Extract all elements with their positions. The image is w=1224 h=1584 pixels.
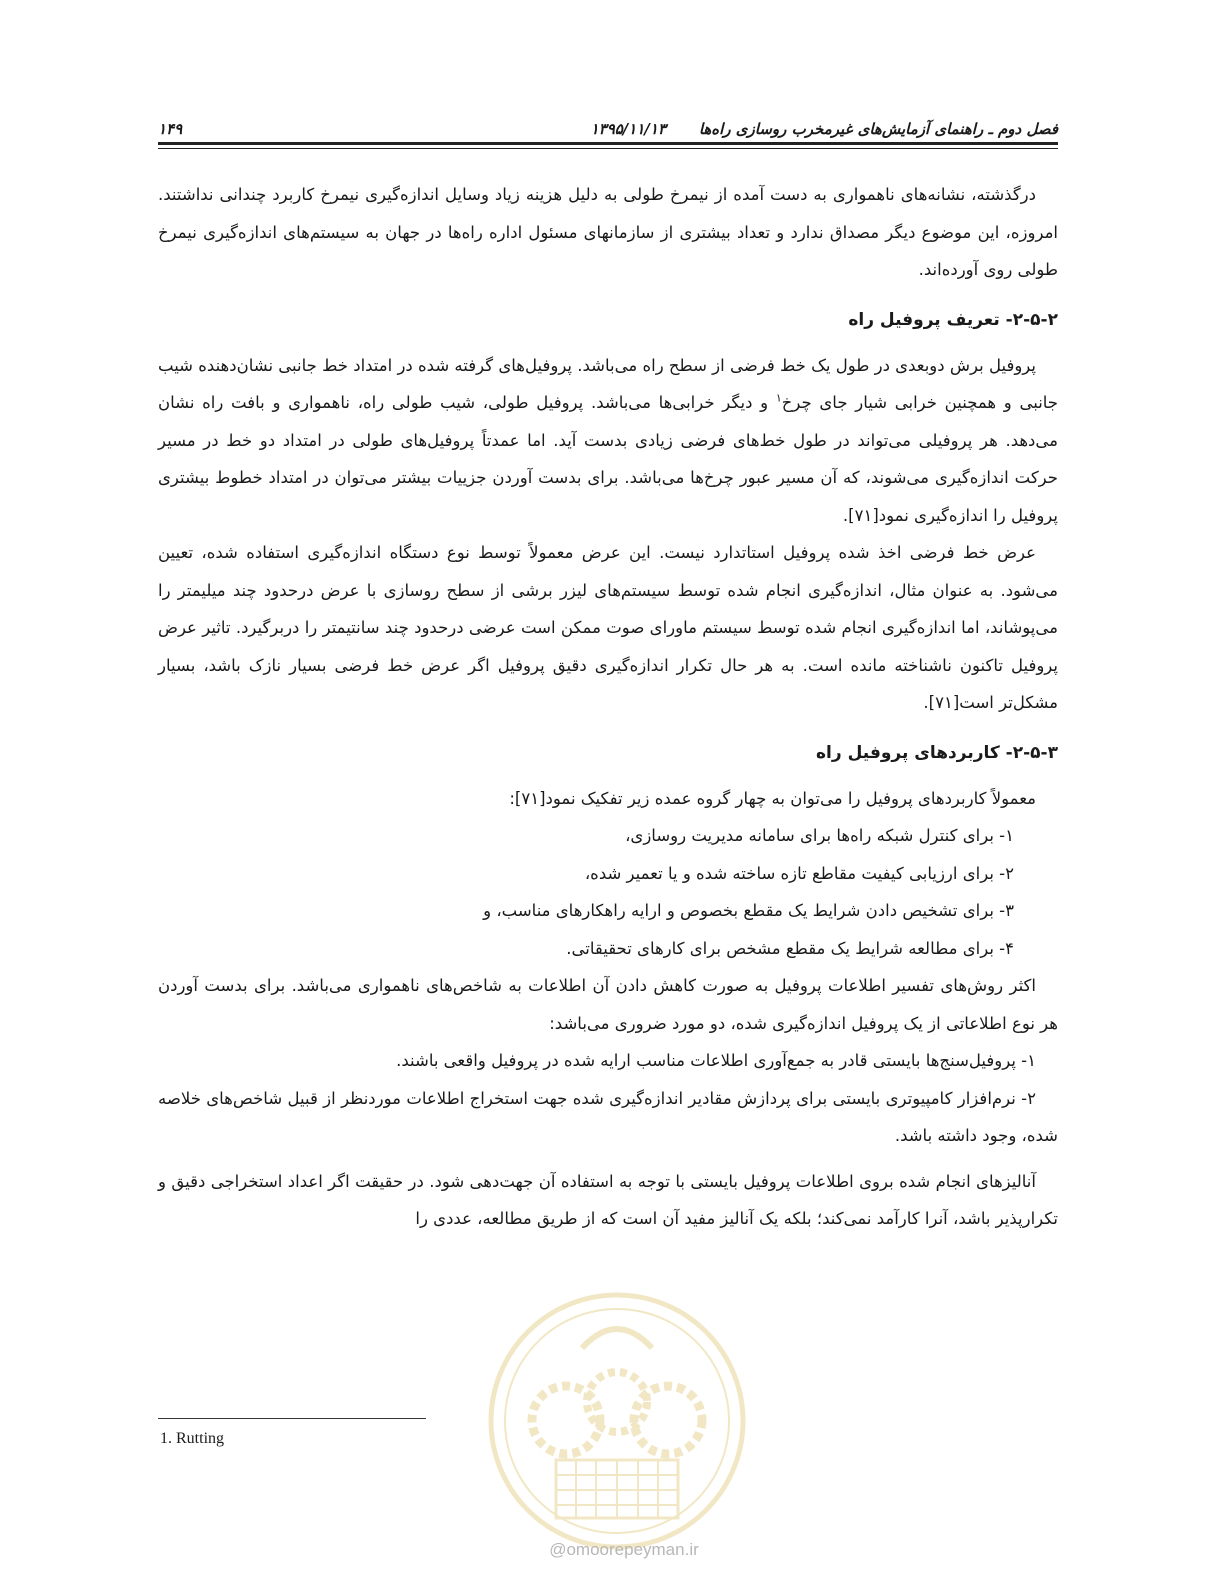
requirement-item: ۲- نرم‌افزار کامپیوتری بایستی برای پردازش مقادیر اندازه‌گیری شده جهت استخراج اطلاعات موردنظر از قبیل شاخص‌های خلاصه شده، وجود داشته باشد. — [158, 1088, 1058, 1145]
chapter-title: فصل دوم ـ راهنمای آزمایش‌های غیرمخرب روسازی راه‌ها — [698, 120, 1058, 138]
header-date: ۱۳۹۵/۱۱/۱۳ — [590, 120, 666, 138]
paragraph-analysis: آنالیزهای انجام شده بروی اطلاعات پروفیل بایستی با توجه به استفاده آن جهت‌دهی شود. در حقیقت اگر اعداد استخراجی دقیق و تکرارپذیر باشد، آنرا کارآمد نمی‌کند؛ بلکه یک آنالیز مفید آن است که از طریق مطالعه، عددی را — [158, 1171, 1058, 1228]
list-item: ۴- برای مطالعه شرایط یک مقطع مشخص برای کارهای تحقیقاتی. — [566, 938, 1014, 958]
paragraph-applications-intro: معمولاً کاربردهای پروفیل را می‌توان به چهار گروه عمده زیر تفکیک نمود[۷۱]: — [509, 788, 1036, 808]
intro-paragraph: درگذشته، نشانه‌های ناهمواری به دست آمده از نیمرخ طولی به دلیل هزینه زیاد وسایل اندازه‌گیری نیمرخ کاربرد چندانی نداشتند. امروزه، این موضوع دیگر مصداق ندارد و تعداد بیشتری از سازمانهای مسئول اداره راه‌ها در جهان به سیستم‌های اندازه‌گیری نیمرخ طولی روی آورده‌اند. — [158, 185, 1058, 279]
paragraph-profile-definition — [158, 347, 1058, 535]
paragraph-interpretation: اکثر روش‌های تفسیر اطلاعات پروفیل به صورت کاهش دادن آن اطلاعات به شاخص‌های ناهمواری می‌باشد. برای بدست آوردن هر نوع اطلاعاتی از یک پروفیل اندازه‌گیری شده، دو مورد ضروری می‌باشد: — [158, 976, 1058, 1033]
paragraph-profile-width: عرض خط فرضی اخذ شده پروفیل استاتدارد نیست. این عرض معمولاً توسط نوع دستگاه اندازه‌گیری استفاده شده، تعیین می‌شود. به عنوان مثال، اندازه‌گیری انجام شده توسط سیستم‌های لیزر برشی از سطح روسازی با عرض درحدود چند میلیمتر را می‌پوشاند، اما اندازه‌گیری انجام شده توسط سیستم ماورای صوت ممکن است عرضی درحدود چند سانتیمتر را دربرگیرد. تاثیر عرض پروفیل تاکنون ناشناخته مانده است. به هر حال تکرار اندازه‌گیری دقیق پروفیل اگر عرض خط فرضی بسیار نازک باشد، بسیار مشکل‌تر است[۷۱]. — [158, 543, 1058, 712]
header-rule-thin — [158, 148, 1058, 149]
footnote-reference[interactable]: ۱ — [775, 391, 782, 405]
watermark-seal-logo — [486, 1290, 748, 1552]
footnote-separator — [158, 1418, 426, 1419]
list-item: ۱- برای کنترل شبکه راه‌ها برای سامانه مدیریت روسازی، — [625, 826, 1014, 845]
paragraph-text: و دیگر خرابی‌ها می‌باشد. پروفیل طولی، شیب طولی راه، ناهمواری و بافت راه نشان می‌دهد. هر پروفیلی می‌تواند در طول خط‌های فرضی زیادی بدست آید. اما عمدتاً پروفیل‌های طولی در امتداد دو خط در مسیر حرکت اندازه‌گیری می‌شوند، که آن مسیر عبور چرخ‌ها می‌باشد. برای بدست آوردن جزییات بیشتر می‌توان در امتداد خطوط بیشتری پروفیل را اندازه‌گیری نمود[۷۱]. — [158, 393, 1058, 525]
page-body — [158, 176, 1058, 1238]
page-number: ۱۴۹ — [158, 120, 183, 138]
section-heading-profile-definition: ۲-۵-۲- تعریف پروفیل راه — [848, 309, 1058, 330]
watermark-url: @omoorepeyman.ir — [549, 1540, 699, 1559]
requirement-item: ۱- پروفیل‌سنج‌ها بایستی قادر به جمع‌آوری اطلاعات مناسب ارایه شده در پروفیل واقعی باشند. — [396, 1051, 1036, 1070]
list-item: ۳- برای تشخیص دادن شرایط یک مقطع بخصوص و ارایه راهکارهای مناسب، و — [483, 901, 1014, 920]
header-rule-thick — [158, 142, 1058, 145]
paragraph-text: پروفیل برش دوبعدی در طول یک خط فرضی از سطح راه می‌باشد. پروفیل‌های گرفته شده در امتداد خط جانبی نشان‌دهنده شیب جانبی و همچنین خرابی شیار جای چرخ — [158, 355, 1059, 412]
footnote: 1. Rutting — [160, 1430, 225, 1447]
list-item: ۲- برای ارزیابی کیفیت مقاطع تازه ساخته شده و یا تعمیر شده، — [584, 863, 1014, 883]
section-heading-profile-applications: ۲-۵-۳- کاربردهای پروفیل راه — [816, 742, 1058, 763]
